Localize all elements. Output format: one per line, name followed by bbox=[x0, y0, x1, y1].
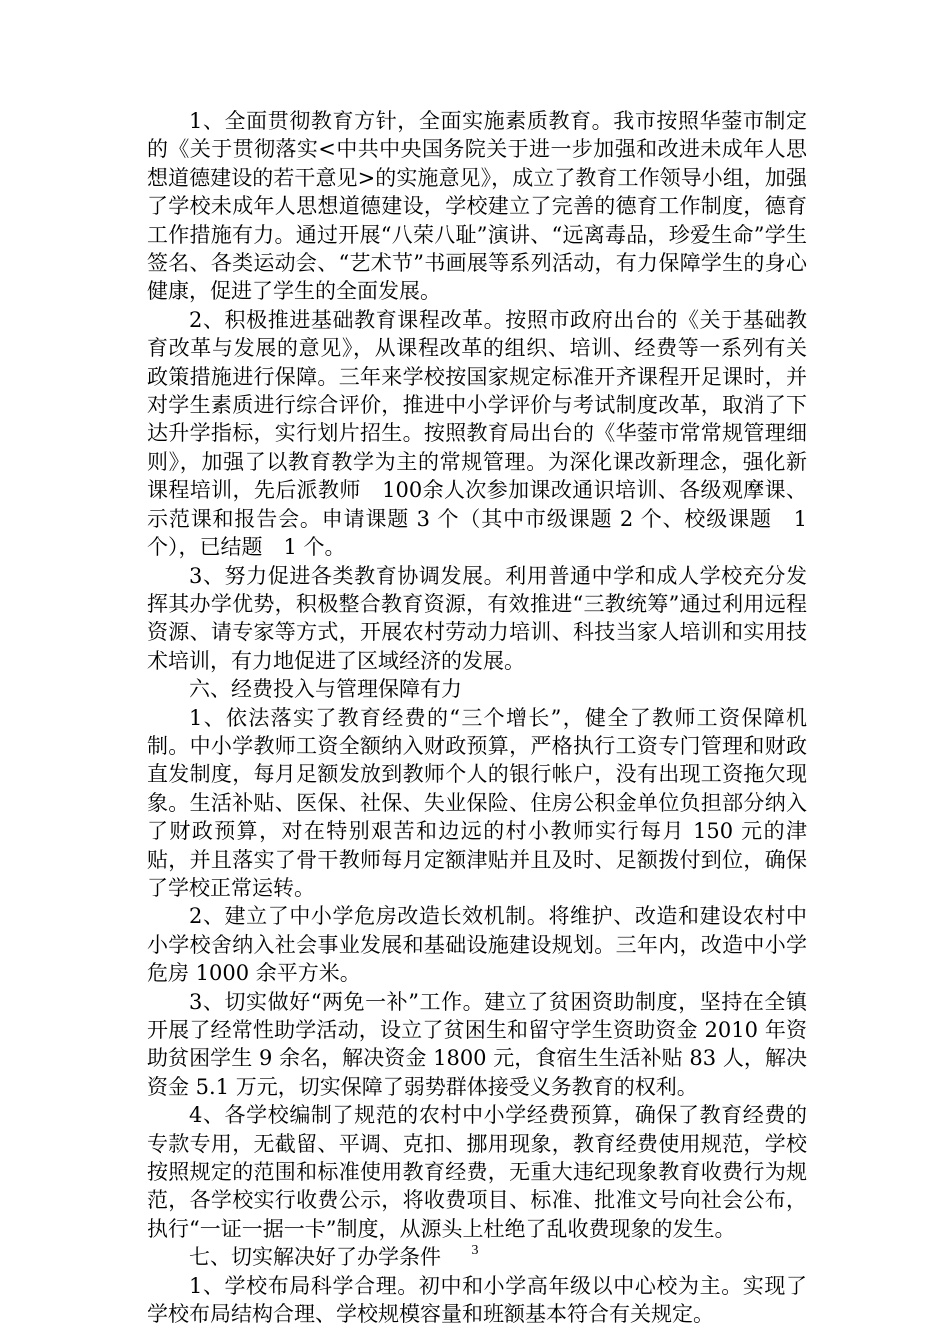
paragraph: 4、各学校编制了规范的农村中小学经费预算，确保了教育经费的专款专用，无截留、平调、克扣、挪用现象，教育经费使用规范，学校按照规定的范围和标准使用教育经费，无重大违纪现象教育收费行为规范，各学校实行收费公示，将收费项目、标准、批准文号向社会公布，执行“一证一据一卡”制度，从源头上杜绝了乱收费现象的发生。 bbox=[147, 1103, 807, 1241]
section-heading: 六、经费投入与管理保障有力 bbox=[189, 677, 462, 702]
paragraph: 2、积极推进基础教育课程改革。按照市政府出台的《关于基础教育改革与发展的意见》，从课程改革的组织、培训、经费等一系列有关政策措施进行保障。三年来学校按国家规定标准开齐课程开足课时，并对学生素质进行综合评价，推进中小学评价与考试制度改革，取消了下达升学指标，实行划片招生。按照教育局出台的《华蓥市常常规管理细则》，加强了以教育教学为主的常规管理。为深化课改新理念，强化新课程培训，先后派教师 100余人次参加课改通识培训、各级观摩课、示范课和报告会。申请课题 3 个（其中市级课题 2 个、校级课题 1 个），已结题 1 个。 bbox=[147, 307, 807, 560]
document-body bbox=[147, 107, 807, 1328]
paragraph: 3、切实做好“两免一补”工作。建立了贫困资助制度，坚持在全镇开展了经常性助学活动，设立了贫困生和留守学生资助资金 2010 年资助贫困学生 9 余名，解决资金 1800 元，食宿生生活补贴 83 人，解决资金 5.1 万元，切实保障了弱势群体接受义务教育的权利。 bbox=[147, 989, 807, 1099]
paragraph: 1、依法落实了教育经费的“三个增长”，健全了教师工资保障机制。中小学教师工资全额纳入财政预算，严格执行工资专门管理和财政直发制度，每月足额发放到教师个人的银行帐户，没有出现工资拖欠现象。生活补贴、医保、社保、失业保险、住房公积金单位负担部分纳入了财政预算，对在特别艰苦和边远的村小教师实行每月 150 元的津贴，并且落实了骨干教师每月定额津贴并且及时、足额拨付到位，确保了学校正常运转。 bbox=[147, 705, 807, 900]
paragraph: 3、努力促进各类教育协调发展。利用普通中学和成人学校充分发挥其办学优势，积极整合教育资源，有效推进“三教统筹”通过利用远程资源、请专家等方式，开展农村劳动力培训、科技当家人培训和实用技术培训，有力地促进了区域经济的发展。 bbox=[147, 563, 807, 673]
page-number: 3 bbox=[471, 1243, 479, 1258]
paragraph: 2、建立了中小学危房改造长效机制。将维护、改造和建设农村中小学校舍纳入社会事业发展和基础设施建设规划。三年内，改造中小学危房 1000 余平方米。 bbox=[147, 904, 807, 986]
paragraph: 1、学校布局科学合理。初中和小学高年级以中心校为主。实现了学校布局结构合理、学校规模容量和班额基本符合有关规定。 bbox=[147, 1273, 807, 1327]
paragraph: 1、全面贯彻教育方针，全面实施素质教育。我市按照华蓥市制定的《关于贯彻落实<中共中央国务院关于进一步加强和改进未成年人思想道德建设的若干意见>的实施意见》，成立了教育工作领导小组，加强了学校未成年人思想道德建设，学校建立了完善的德育工作制度，德育工作措施有力。通过开展“八荣八耻”演讲、“远离毒品，珍爱生命”学生签名、各类运动会、“艺术节”书画展等系列活动，有力保障学生的身心健康，促进了学生的全面发展。 bbox=[147, 109, 807, 304]
section-heading: 七、切实解决好了办学条件 bbox=[189, 1245, 441, 1270]
